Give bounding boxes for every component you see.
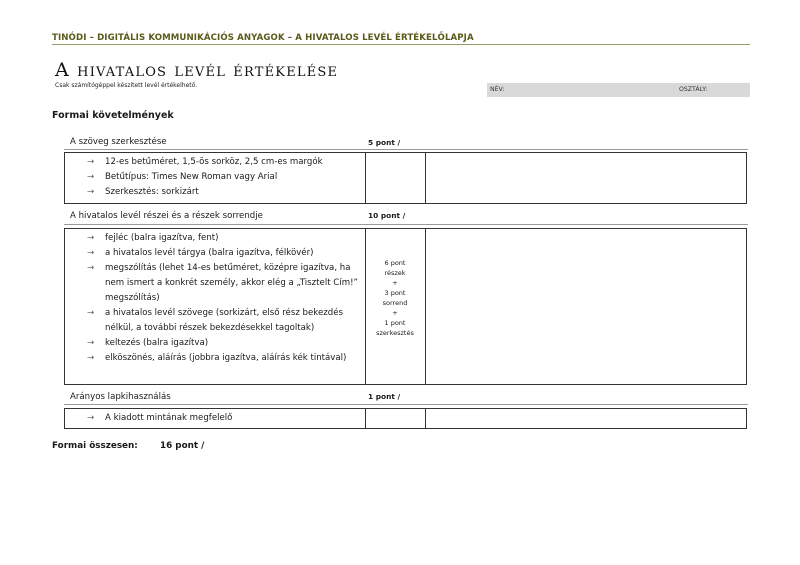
arrow-icon: → bbox=[87, 308, 95, 318]
name-label: NÉV: bbox=[490, 86, 505, 93]
criterion-divider bbox=[64, 149, 748, 150]
document-header: TINÓDI – DIGITÁLIS KOMMUNIKÁCIÓS ANYAGOK – A HIVATALOS LEVÉL ÉRTÉKELŐLAPJA bbox=[52, 33, 474, 43]
list-item: → a hivatalos levél szövege (sorkizárt, első rész bekezdés nélkül, a további részek bekezdésekkel tagoltak) bbox=[87, 308, 343, 333]
list-item: → Szerkesztés: sorkizárt bbox=[85, 185, 367, 200]
list-item: → 12-es betűméret, 1,5-ös sorköz, 2,5 cm-es margók bbox=[85, 155, 367, 170]
criterion-items bbox=[85, 411, 367, 426]
arrow-icon: → bbox=[87, 157, 95, 167]
list-item: → megszólítás (lehet 14-es betűméret, középre igazítva, ha nem ismert a konkrét személy, akkor elég a „Tisztelt Cím!” megszólítás) bbox=[87, 263, 358, 303]
points-cell bbox=[365, 409, 426, 428]
section-heading: Formai követelmények bbox=[52, 110, 174, 121]
arrow-icon: → bbox=[87, 413, 95, 423]
list-item: → fejléc (balra igazítva, fent) bbox=[85, 231, 367, 246]
list-item: → keltezés (balra igazítva) bbox=[85, 336, 367, 351]
criterion-title: A hivatalos levél részei és a részek sorrendje bbox=[70, 211, 263, 221]
header-divider bbox=[52, 44, 750, 45]
criterion-points: 1 pont / bbox=[368, 392, 401, 401]
criterion-items bbox=[85, 155, 367, 200]
arrow-icon: → bbox=[87, 172, 95, 182]
total-label: Formai összesen: bbox=[52, 441, 138, 451]
list-item: → A kiadott mintának megfelelő bbox=[85, 411, 367, 426]
arrow-icon: → bbox=[87, 353, 95, 363]
criterion-divider bbox=[64, 224, 748, 225]
arrow-icon: → bbox=[87, 248, 95, 258]
list-item: → elköszönés, aláírás (jobbra igazítva, aláírás kék tintával) bbox=[85, 351, 367, 366]
criterion-title: A szöveg szerkesztése bbox=[70, 137, 167, 147]
criterion-points: 5 pont / bbox=[368, 138, 401, 147]
total-value: 16 pont / bbox=[160, 441, 205, 451]
list-item: → a hivatalos levél tárgya (balra igazítva, félkövér) bbox=[85, 246, 367, 261]
criterion-title: Arányos lapkihasználás bbox=[70, 392, 171, 402]
arrow-icon: → bbox=[87, 338, 95, 348]
class-label: OSZTÁLY: bbox=[679, 86, 708, 93]
criterion-divider bbox=[64, 404, 748, 405]
arrow-icon: → bbox=[87, 263, 95, 273]
arrow-icon: → bbox=[87, 233, 95, 243]
page-title: A hivatalos levél értékelése bbox=[55, 59, 339, 81]
points-cell bbox=[365, 153, 426, 203]
points-breakdown: 6 pont részek + 3 pont sorrend + 1 pont szerkesztés bbox=[376, 259, 414, 337]
list-item: → Betűtípus: Times New Roman vagy Arial bbox=[85, 170, 367, 185]
page-subtitle: Csak számítógéppel készített levél értékelhető. bbox=[55, 82, 198, 89]
name-class-field[interactable] bbox=[487, 83, 750, 97]
criterion-points: 10 pont / bbox=[368, 211, 406, 220]
criterion-items bbox=[85, 231, 367, 366]
arrow-icon: → bbox=[87, 187, 95, 197]
